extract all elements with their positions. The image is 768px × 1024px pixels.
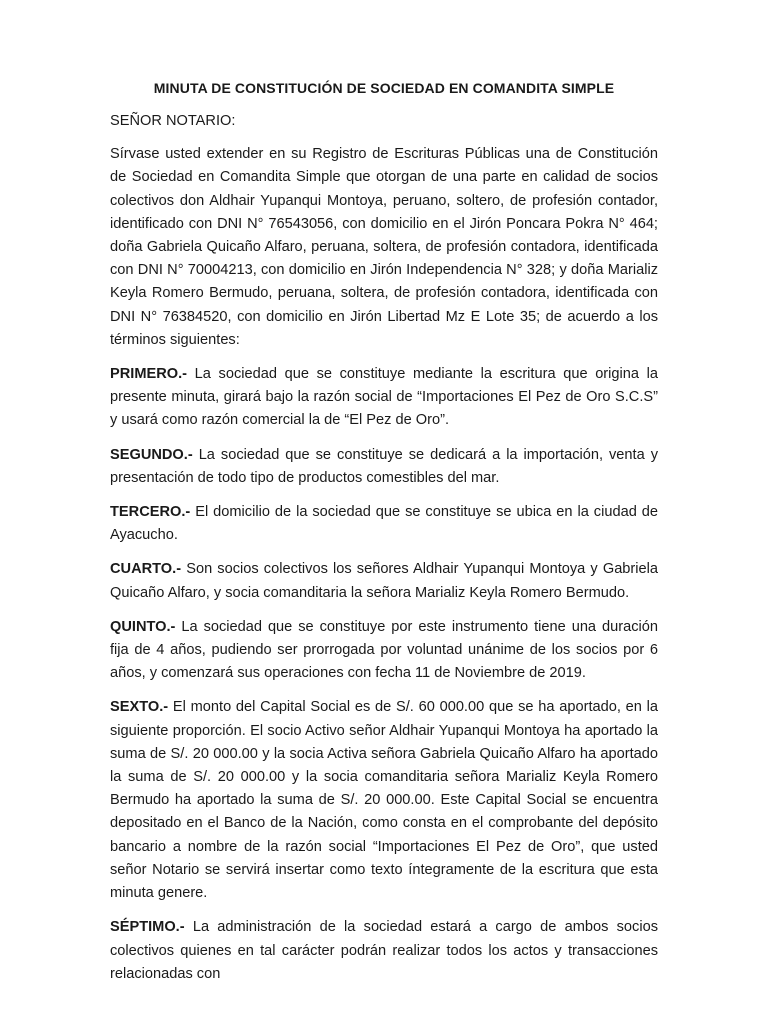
clause-septimo xyxy=(110,916,658,986)
clause-sexto xyxy=(110,696,658,905)
clause-text: Son socios colectivos los señores Aldhair Yupanqui Montoya y Gabriela Quicaño Alfaro, y socia comanditaria la señora Marializ Keyla Romero Bermudo. xyxy=(110,561,658,601)
clause-text: La sociedad que se constituye mediante la escritura que origina la presente minuta, girará bajo la razón social de “Importaciones El Pez de Oro S.C.S” y usará como razón comercial la de “El Pez de Oro”. xyxy=(110,366,658,429)
clause-text: La sociedad que se constituye por este instrumento tiene una duración fija de 4 años, pudiendo ser prorrogada por voluntad unánime de los socios por 6 años, y comenzará sus operaciones con fecha 11 de Noviembre de 2019. xyxy=(110,618,658,682)
clause-quinto xyxy=(110,616,658,686)
intro-paragraph: Sírvase usted extender en su Registro de Escrituras Públicas una de Constitución de Sociedad en Comandita Simple que otorgan de una parte en calidad de socios colectivos don Aldhair Yupanqui Montoya, peruano, soltero, de profesión contador, identificado con DNI N° 76543056, con domicilio en el Jirón Poncara Pokra N° 464; doña Gabriela Quicaño Alfaro, peruana, soltera, de profesión contadora, identificada con DNI N° 70004213, con domicilio en Jirón Independencia N° 328; y doña Marializ Keyla Romero Bermudo, peruana, soltera, de profesión contadora, identificada con DNI N° 76384520, con domicilio en Jirón Libertad Mz E Lote 35; de acuerdo a los términos siguientes: xyxy=(110,146,658,348)
clause-label: CUARTO.- xyxy=(110,561,182,578)
clause-label: SEXTO.- xyxy=(110,699,169,716)
clause-label: SÉPTIMO.- xyxy=(110,919,185,936)
document-title: MINUTA DE CONSTITUCIÓN DE SOCIEDAD EN COMANDITA SIMPLE xyxy=(153,80,615,96)
clause-primero xyxy=(110,363,658,433)
clause-label: TERCERO.- xyxy=(110,504,191,521)
clause-segundo xyxy=(110,444,658,490)
clause-text: La sociedad que se constituye se dedicará a la importación, venta y presentación de todo tipo de productos comestibles del mar. xyxy=(110,446,658,486)
clause-label: QUINTO.- xyxy=(110,618,176,635)
clause-tercero xyxy=(110,501,658,547)
clause-text: El domicilio de la sociedad que se constituye se ubica en la ciudad de Ayacucho. xyxy=(110,504,658,544)
clause-label: SEGUNDO.- xyxy=(110,446,193,463)
clause-label: PRIMERO.- xyxy=(110,366,188,383)
clause-text: La administración de la sociedad estará a cargo de ambos socios colectivos quienes en tal carácter podrán realizar todos los actos y transacciones relacionadas con xyxy=(110,919,658,982)
clause-cuarto xyxy=(110,558,658,604)
clause-text: El monto del Capital Social es de S/. 60 000.00 que se ha aportado, en la siguiente proporción. El socio Activo señor Aldhair Yupanqui Montoya ha aportado la suma de S/. 20 000.00 y la socia Activa señora Gabriela Quicaño Alfaro ha aportado la suma de S/. 20 000.00 y la socia comanditaria señora Marializ Keyla Romero Bermudo ha aportado la suma de S/. 20 000.00. Este Capital Social se encuentra depositado en el Banco de la Nación, como consta en el comprobante del depósito bancario a nombre de la razón social “Importaciones El Pez de Oro”, que usted señor Notario se servirá insertar como texto íntegramente de la escritura que esta minuta genere. xyxy=(110,699,658,902)
salutation: SEÑOR NOTARIO: xyxy=(110,113,236,129)
